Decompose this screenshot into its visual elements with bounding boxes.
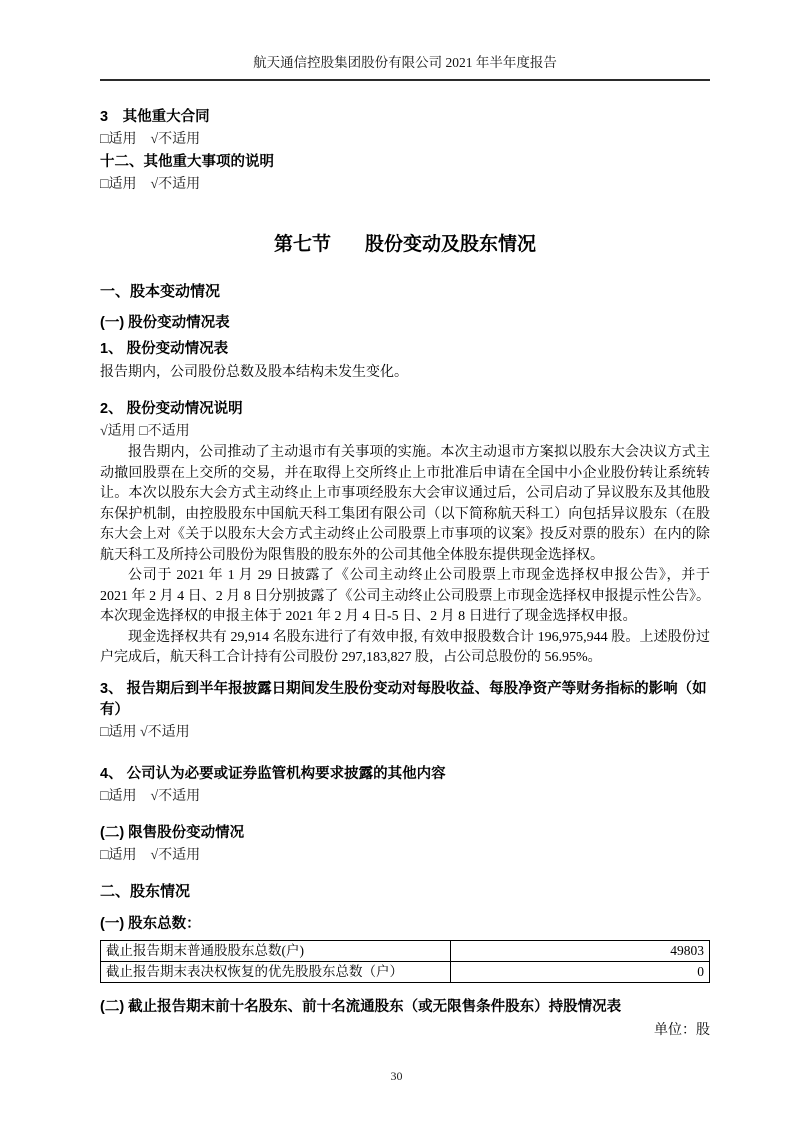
heading-shareholder-situation: 二、股东情况 xyxy=(100,882,191,900)
table-row xyxy=(101,940,710,961)
applicability-line-restricted: □适用 √不适用 xyxy=(100,847,201,863)
heading-restricted-shares: (二) 限售股份变动情况 xyxy=(100,824,245,841)
table-row xyxy=(101,961,710,982)
chapter-number: 第七节 xyxy=(273,233,331,255)
explanation-paragraph-1: 报告期内，公司推动了主动退市有关事项的实施。本次主动退市方案拟以股东大会决议方式主动撤回股票在上交所的交易，并在取得上交所终止上市批准后申请在全国中小企业股份转让系统转让。本次以股东大会方式主动终止上市事项经股东大会审议通过后，公司启动了异议股东及其他股东保护机制，由控股股东中国航天科工集团有限公司（以下简称航天科工）向包括异议股东（在股东大会上对《关于以股东大会方式主动终止公司股票上市事项的议案》投反对票的股东）在内的除航天科工及所持公司股份为限售股的股东外的公司其他全体股东提供现金选择权。 xyxy=(100,445,710,563)
explanation-paragraph-3: 现金选择权共有 29,914 名股东进行了有效申报, 有效申报股数合计 196,975,944 股。上述股份过户完成后，航天科工合计持有公司股份 297,183,827 股，占公司总股份的 56.95%。 xyxy=(100,629,710,665)
heading-top10-shareholders: (二) 截止报告期末前十名股东、前十名流通股东（或无限售条件股东）持股情况表 xyxy=(100,998,622,1015)
heading-other-major-matters: 十二、其他重大事项的说明 xyxy=(100,153,274,170)
table-cell-value: 49803 xyxy=(451,940,710,961)
heading-other-disclosure: 4、 公司认为必要或证券监管机构要求披露的其他内容 xyxy=(100,765,446,782)
applicability-line-impact: □适用 √不适用 xyxy=(100,724,190,740)
heading-share-change-table: 1、 股份变动情况表 xyxy=(100,340,229,357)
page-number: 30 xyxy=(390,1068,403,1083)
unit-note: 单位：股 xyxy=(654,1022,710,1038)
heading-share-change-table-section: (一) 股份变动情况表 xyxy=(100,314,230,331)
applicability-line-explanation: √适用 □不适用 xyxy=(100,424,190,439)
heading-other-major-contracts: 3 其他重大合同 xyxy=(100,108,210,125)
heading-share-capital-changes: 一、股本变动情况 xyxy=(100,282,221,300)
chapter-name: 股份变动及股东情况 xyxy=(365,233,537,255)
applicability-line-contracts: □适用 √不适用 xyxy=(100,131,201,147)
applicability-line-other-matters: □适用 √不适用 xyxy=(100,176,201,192)
chapter-title xyxy=(100,233,710,257)
share-change-statement: 报告期内，公司股份总数及股本结构未发生变化。 xyxy=(100,364,408,380)
applicability-line-other-disclosure: □适用 √不适用 xyxy=(100,788,201,804)
heading-shareholder-total: (一) 股东总数： xyxy=(100,915,201,932)
page-header xyxy=(100,0,710,81)
report-title: 航天通信控股集团股份有限公司 2021 年半年度报告 xyxy=(253,55,557,70)
table-cell-label: 截止报告期末普通股股东总数(户) xyxy=(101,940,451,961)
heading-share-change-explanation: 2、 股份变动情况说明 xyxy=(100,401,243,417)
explanation-paragraph-2: 公司于 2021 年 1 月 29 日披露了《公司主动终止公司股票上市现金选择权申报公告》，并于 2021 年 2 月 4 日、2 月 8 日分别披露了《公司主动终止公司股票上市现金选择权申报提示性公告》。本次现金选择权的申报主体于 2021 年 2 月 4 日-5 日、2 月 8 日进行了现金选择权申报。 xyxy=(100,568,710,624)
table-cell-label: 截止报告期末表决权恢复的优先股股东总数（户） xyxy=(101,961,451,982)
table-cell-value: 0 xyxy=(451,961,710,982)
heading-post-period-impact: 3、 报告期后到半年报披露日期间发生股份变动对每股收益、每股净资产等财务指标的影响（如有） xyxy=(100,680,707,718)
shareholder-total-table xyxy=(100,940,710,983)
